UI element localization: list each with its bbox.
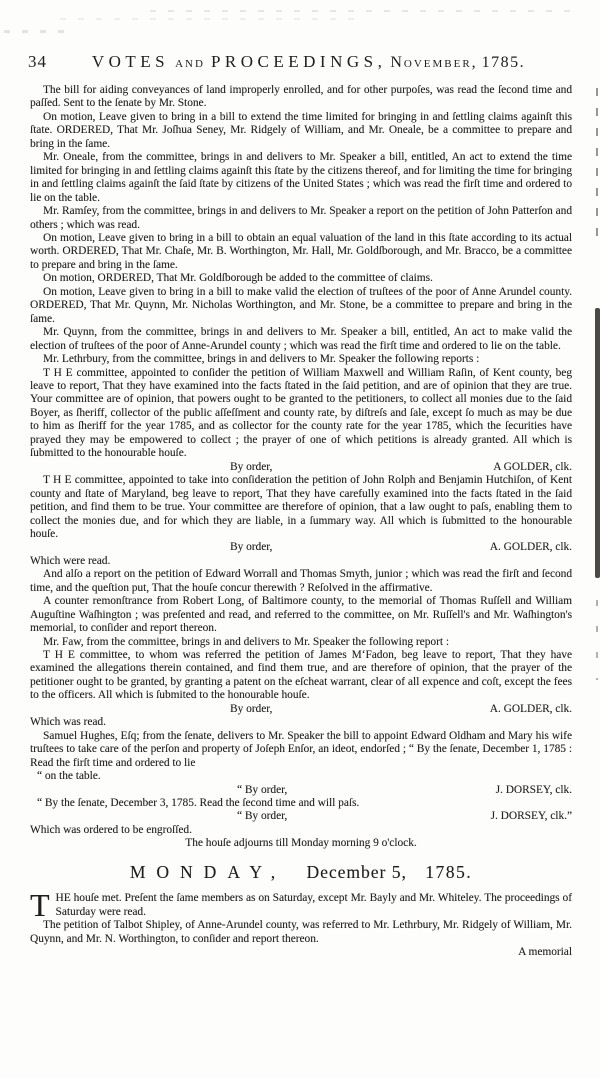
paragraph: Mr. Faw, from the committee, brings in and delivers to Mr. Speaker the following report : bbox=[43, 635, 449, 648]
paragraph: On motion, Leave given to bring in a bill to extend the time limited for bringing in and ſettling claims againſt this ſtate. ORDERED, That Mr. Joſhua Seney, Mr. Ridgely of William, and Mr. Oneale, be a committee to prepare and bring in the ſame. bbox=[30, 110, 572, 150]
paragraph: And alſo a report on the petition of Edward Worrall and Thomas Smyth, junior ; which was read the firſt and ſecond time, and the queſtion put, That the houſe concur therewith ? Reſolved in the affirmative. bbox=[30, 568, 572, 594]
scan-edge-marks bbox=[596, 88, 598, 248]
paragraph: Samuel Hughes, Eſq; from the ſenate, delivers to Mr. Speaker the bill to appoint Edward Oldham and Mary his wife truſtees to take care of the perſon and property of Joſeph Enſor, an ideot, endorſed ; “ By the ſenate, December 1, 1785 : Read the firſt time and ordered to lie bbox=[30, 729, 572, 769]
signature-row bbox=[30, 541, 572, 554]
by-order-label: “ By order, bbox=[237, 783, 288, 796]
by-order-label: “ By order, bbox=[237, 810, 288, 823]
body-text bbox=[30, 84, 572, 960]
paragraph: Mr. Oneale, from the committee, brings in and delivers to Mr. Speaker a bill, entitled, An act to extend the time limited for bringing in and ſettling claims againſt this ſtate by the citizens thereof, and for limiting the time for bringing in and ſettling claims againſt the ſaid ſtate by citizens of the United States ; which was read the firſt time and ordered to lie on the table. bbox=[30, 151, 572, 204]
paragraph: Which was read. bbox=[30, 716, 106, 729]
paragraph: Mr. Quynn, from the committee, brings in and delivers to Mr. Speaker a bill, entitled, An act to make valid the election of truſtees of the poor of Anne-Arundel county ; which was read the firſt time and ordered to lie on the table. bbox=[30, 326, 572, 352]
committee-report: T H E committee, to whom was referred the petition of James M‘Fadon, beg leave to report, That they have examined the allegations therein contained, and find them true, and are therefore of opinion, that the prayer of the petitioner ought to be granted, by granting a patent on the eſcheat warrant, clear of all expence and coſt, except the fees to the officers. All which is ſubmited to the honourable houſe. bbox=[30, 649, 572, 702]
signature-row bbox=[30, 461, 572, 474]
title-proceedings: PROCEEDINGS, bbox=[210, 52, 387, 71]
scan-noise bbox=[150, 10, 570, 12]
by-order-label: By order, bbox=[230, 541, 273, 554]
title-year: 1785. bbox=[481, 54, 526, 71]
drop-cap: T bbox=[30, 887, 50, 924]
page-header bbox=[28, 52, 570, 72]
heading-year: 1785. bbox=[425, 861, 473, 882]
house-met-text: HE houſe met. Preſent the ſame members as on Saturday, except Mr. Bayly and Mr. Whiteley. The proceedings of Saturday were read. bbox=[55, 892, 572, 918]
paragraph: The petition of Talbot Shipley, of Anne-Arundel county, was referred to Mr. Lethrbury, Mr. Ridgely of William, Mr. Quynn, and Mr. N. Worthington, to conſider and report thereon. bbox=[30, 919, 572, 945]
quoted-line: “ on the table. bbox=[37, 770, 101, 783]
heading-day: MONDAY, bbox=[129, 861, 287, 882]
clerk-name: A GOLDER, clk. bbox=[493, 460, 572, 473]
title-votes: VOTES bbox=[91, 52, 170, 71]
clerk-name: A. GOLDER, clk. bbox=[489, 702, 572, 715]
clerk-name: J. DORSEY, clk. bbox=[495, 783, 572, 796]
paragraph: On motion, ORDERED, That Mr. Goldſborough be added to the committee of claims. bbox=[43, 272, 433, 285]
page-title bbox=[47, 52, 570, 72]
signature-row bbox=[30, 784, 572, 797]
scan-noise bbox=[60, 18, 360, 20]
scan-edge-line bbox=[595, 308, 600, 578]
house-met-paragraph bbox=[30, 887, 572, 924]
paragraph: The bill for aiding conveyances of land improperly enrolled, and for other purpoſes, was read the ſecond time and paſſed. Sent to the ſenate by Mr. Stone. bbox=[30, 84, 572, 110]
quoted-line: “ By the ſenate, December 3, 1785. Read the ſecond time and will paſs. bbox=[37, 797, 360, 810]
page-number: 34 bbox=[28, 52, 47, 71]
committee-report: T H E committee, appointed to take into conſideration the petition of John Rolph and Benjamin Hutchiſon, of Kent county and ſtate of Maryland, beg leave to report, That they have carefully examined into the facts ſtated in the ſaid petition, and find them to be true. Your committee are therefore of opinion, that a law ought to paſs, enabling them to collect the monies due, and for which they are liable, in a ſummary way. All which is ſubmitted to the honourable houſe. bbox=[30, 474, 572, 540]
paragraph: Mr. Lethrbury, from the committee, brings in and delivers to Mr. Speaker the following reports : bbox=[43, 353, 480, 366]
signature-row bbox=[30, 703, 572, 716]
adjournment-line: The houſe adjourns till Monday morning 9 o'clock. bbox=[185, 837, 417, 850]
paragraph: On motion, Leave given to bring in a bill to make valid the election of truſtees of the poor of Anne Arundel county. ORDERED, That Mr. Quynn, Mr. Nicholas Worthington, and Mr. Stone, be a committee to prepare and bring in the ſame. bbox=[30, 285, 572, 325]
paragraph: Mr. Ramſey, from the committee, brings in and delivers to Mr. Speaker a report on the petition of John Patterſon and others ; which was read. bbox=[30, 205, 572, 231]
title-and: AND bbox=[175, 58, 205, 70]
title-month: November, bbox=[390, 54, 478, 71]
by-order-label: By order, bbox=[230, 460, 273, 473]
clerk-name: J. DORSEY, clk.” bbox=[490, 810, 572, 823]
heading-date: December 5, bbox=[306, 861, 407, 882]
section-heading-monday bbox=[30, 861, 572, 882]
clerk-name: A. GOLDER, clk. bbox=[489, 541, 572, 554]
paragraph: On motion, Leave given to bring in a bill to obtain an equal valuation of the land in this ſtate according to its actual worth. ORDERED, That Mr. Chaſe, Mr. B. Worthington, Mr. Hall, Mr. Goldſborough, and Mr. Bracco, be a committee to prepare and bring in the ſame. bbox=[30, 231, 572, 271]
paragraph: Which was ordered to be engroſſed. bbox=[30, 823, 192, 836]
paragraph: Which were read. bbox=[30, 554, 111, 567]
by-order-label: By order, bbox=[230, 702, 273, 715]
signature-row bbox=[30, 810, 572, 823]
catchword: A memorial bbox=[518, 946, 572, 959]
scan-noise bbox=[4, 30, 74, 33]
paragraph: A counter remonſtrance from Robert Long, of Baltimore county, to the memorial of Thomas Ruſſell and William Auguſtine Waſhington ; was preſented and read, and referred to the committee, on Mr. Ruſſell's and Mr. Waſhington's memorial, to conſider and report thereon. bbox=[30, 595, 572, 635]
committee-report: T H E committee, appointed to conſider the petition of William Maxwell and William Raſin, of Kent county, beg leave to report, That they have examined into the facts ſtated in the ſaid petition, and are of opinion that they are true. Your committee are of opinion, that powers ought to be granted to the petitioners, to collect all monies due to the ſaid Boyer, as ſheriff, collector of the public aſſeſſment and county rate, by diſtreſs and ſale, except ſo much as may be due to him as ſheriff for the year 1785, and as collector for the county rate for the year 1785, which the ſecurities have prayed they may be empowered to collect ; the prayer of one of which petitions is already granted. All which is ſubmitted to the honourable houſe. bbox=[30, 366, 572, 460]
scan-edge-marks bbox=[596, 600, 598, 680]
